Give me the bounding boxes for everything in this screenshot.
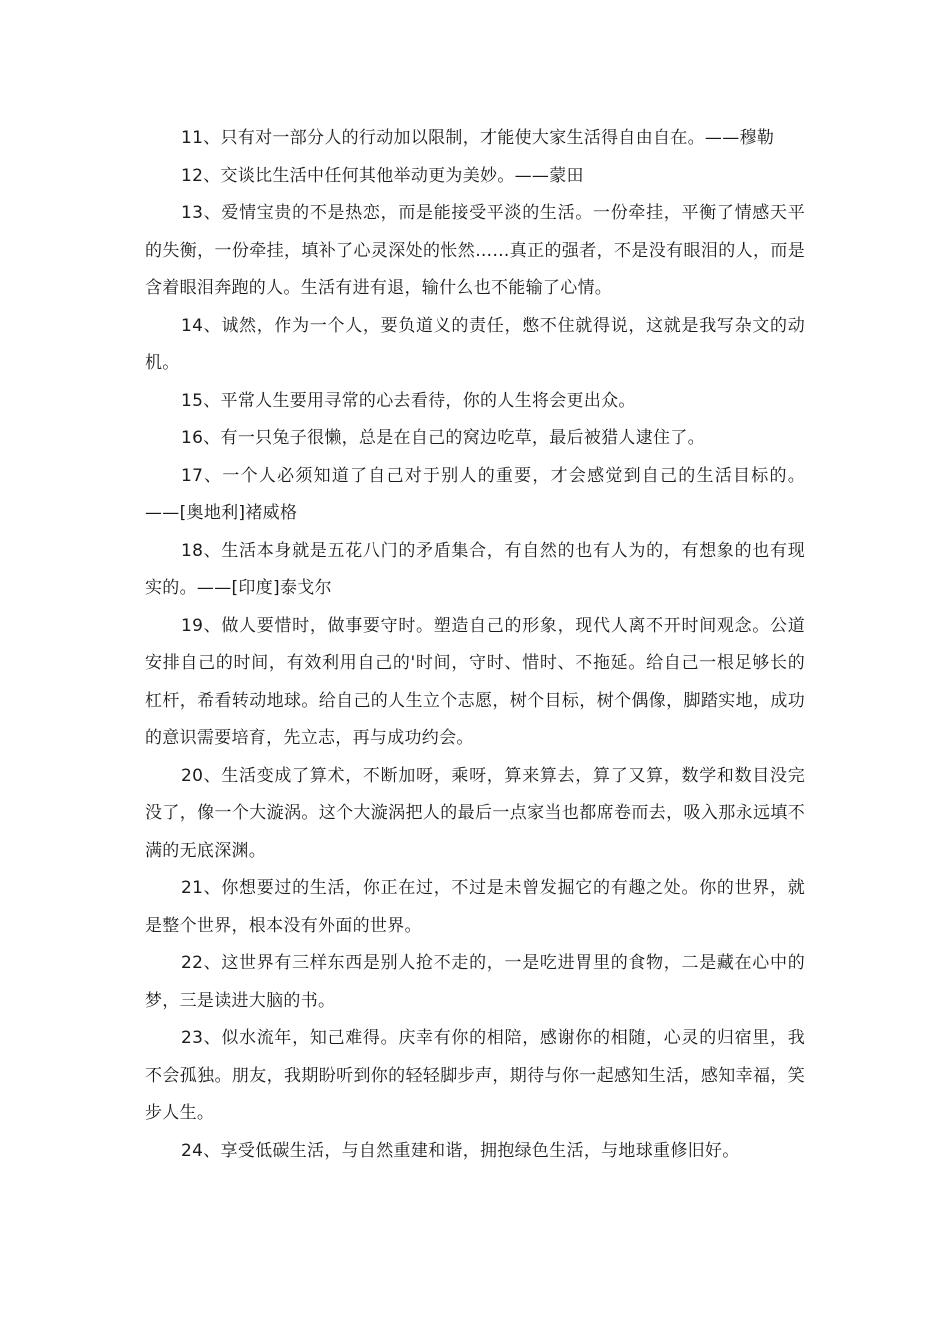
quote-paragraph-15: 15、平常人生要用寻常的心去看待，你的人生将会更出众。 <box>181 390 636 411</box>
quote-paragraph-13: 13、爱情宝贵的不是热恋，而是能接受平淡的生活。一份牵挂，平衡了情感天平的失衡，一份牵挂，填补了心灵深处的怅然……真正的强者，不是没有眼泪的人，而是含着眼泪奔跑的人。生活有进有退，输什么也不能输了心情。 <box>145 203 805 298</box>
quote-paragraph-24: 24、享受低碳生活，与自然重建和谐，拥抱绿色生活，与地球重修旧好。 <box>181 1140 740 1161</box>
quote-paragraph-17: 17、一个人必须知道了自己对于别人的重要，才会感觉到自己的生活目标的。——[奥地利]褚威格 <box>145 465 805 523</box>
document-body <box>145 120 805 1170</box>
quote-paragraph-19: 19、做人要惜时，做事要守时。塑造自己的形象，现代人离不开时间观念。公道安排自己的时间，有效利用自己的'时间，守时、惜时、不拖延。给自己一根足够长的杠杆，希看转动地球。给自己的人生立个志愿，树个目标，树个偶像，脚踏实地，成功的意识需要培育，先立志，再与成功约会。 <box>145 615 805 748</box>
quote-paragraph-22: 22、这世界有三样东西是别人抢不走的，一是吃进胃里的食物，二是藏在心中的梦，三是读进大脑的书。 <box>145 953 805 1011</box>
quote-paragraph-21: 21、你想要过的生活，你正在过，不过是未曾发掘它的有趣之处。你的世界，就是整个世界，根本没有外面的世界。 <box>145 878 805 936</box>
quote-paragraph-20: 20、生活变成了算术，不断加呀，乘呀，算来算去，算了又算，数学和数目没完没了，像一个大漩涡。这个大漩涡把人的最后一点家当也都席卷而去，吸入那永远填不满的无底深渊。 <box>145 765 805 861</box>
quote-paragraph-12: 12、交谈比生活中任何其他举动更为美妙。——蒙田 <box>181 165 584 186</box>
quote-paragraph-16: 16、有一只兔子很懒，总是在自己的窝边吃草，最后被猎人逮住了。 <box>181 428 705 448</box>
quote-paragraph-23: 23、似水流年，知己难得。庆幸有你的相陪，感谢你的相随，心灵的归宿里，我不会孤独。朋友，我期盼听到你的轻轻脚步声，期待与你一起感知生活，感知幸福，笑步人生。 <box>145 1028 805 1123</box>
quote-paragraph-11: 11、只有对一部分人的行动加以限制，才能使大家生活得自由自在。——穆勒 <box>181 128 775 148</box>
quote-paragraph-18: 18、生活本身就是五花八门的矛盾集合，有自然的也有人为的，有想象的也有现实的。——[印度]泰戈尔 <box>145 540 805 598</box>
quote-paragraph-14: 14、诚然，作为一个人，要负道义的责任，憋不住就得说，这就是我写杂文的动机。 <box>145 315 805 373</box>
